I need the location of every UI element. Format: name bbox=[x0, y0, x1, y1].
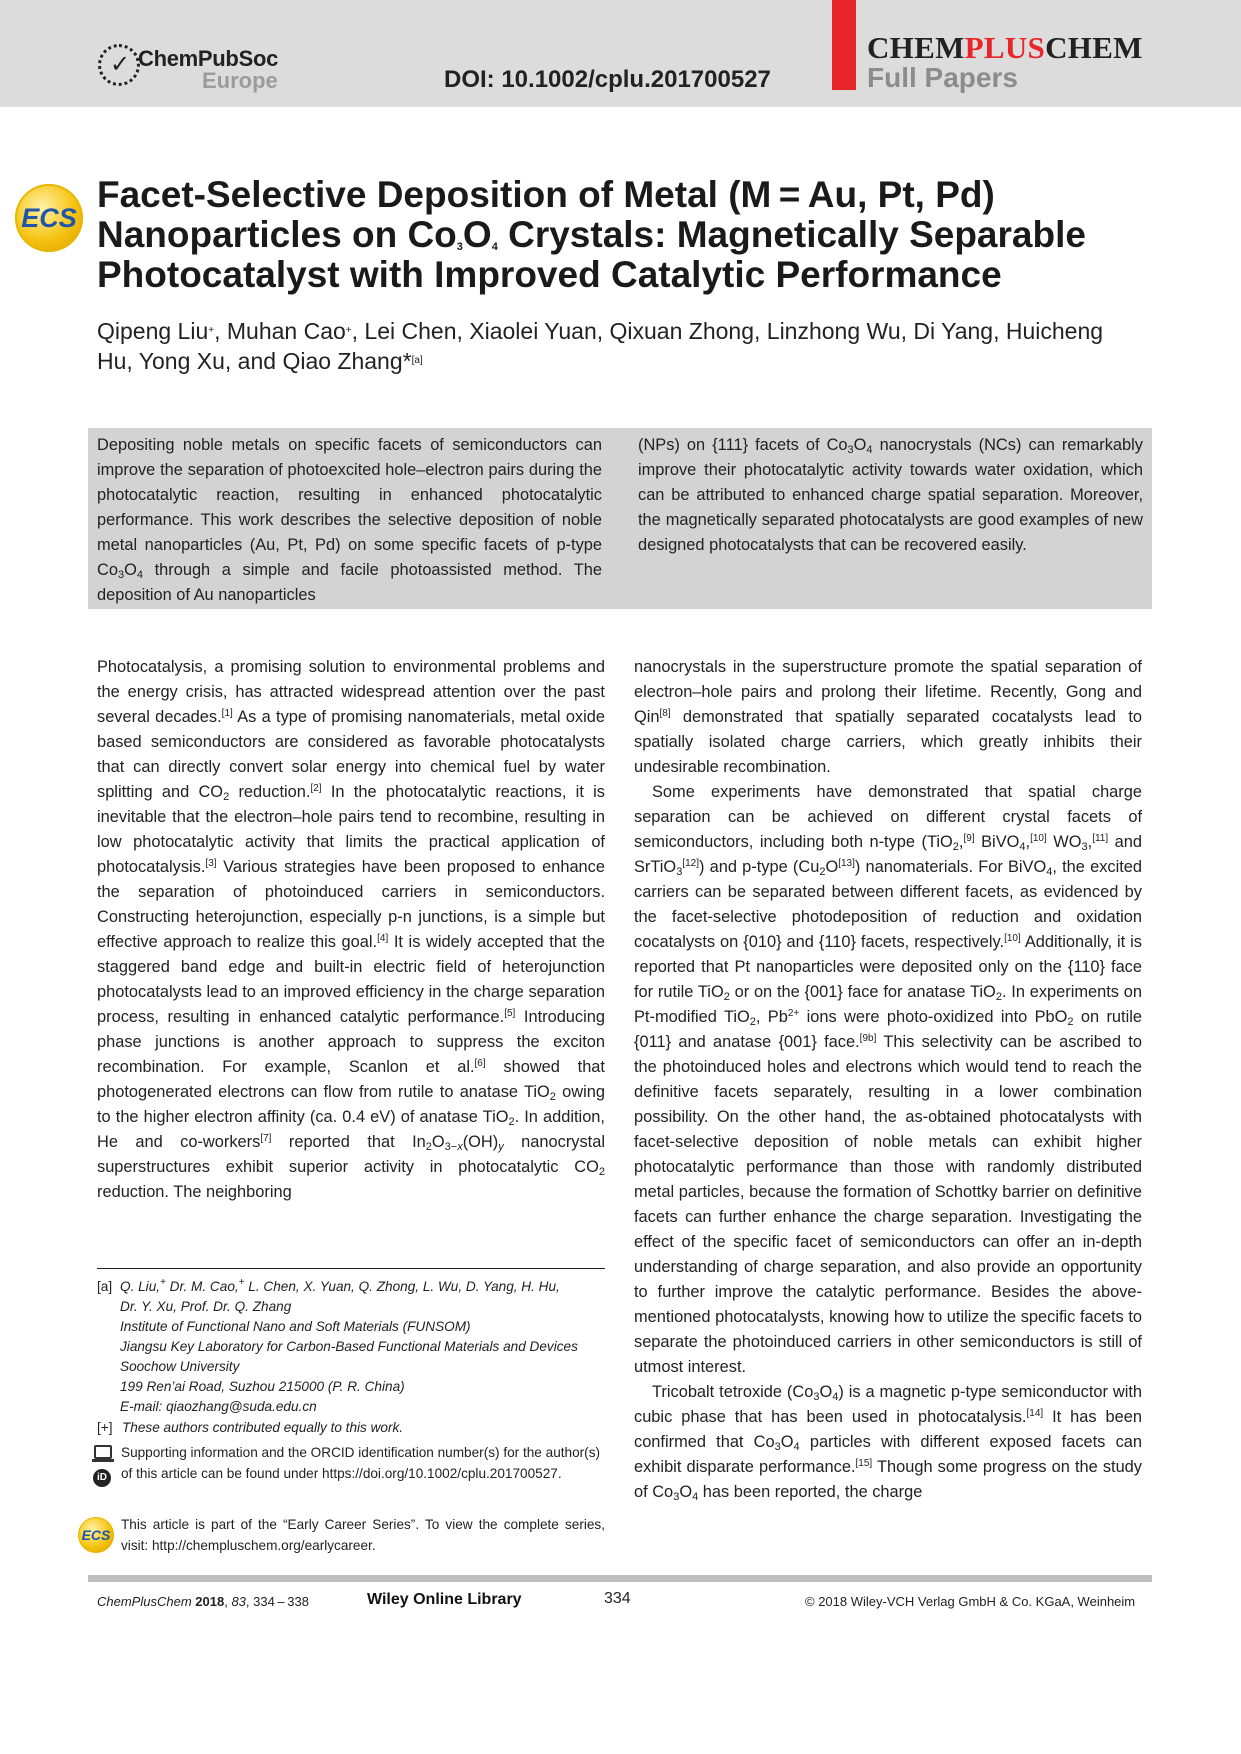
abstract-box bbox=[88, 428, 1152, 609]
society-name: ChemPubSoc bbox=[138, 46, 279, 71]
orcid-icon: iD bbox=[93, 1469, 111, 1487]
body-column-right bbox=[634, 655, 1142, 1505]
equal-contribution-label: [+] bbox=[97, 1420, 113, 1435]
copyright: © 2018 Wiley-VCH Verlag GmbH & Co. KGaA, Weinheim bbox=[805, 1594, 1136, 1609]
abstract-left: Depositing noble metals on specific facets of semiconductors can improve the separation of photoexcited hole–electron pairs during the photocatalytic reaction, resulting in enhanced photocatalytic performance. This work describes the selective deposition of noble metal nanoparticles (Au, Pt, Pd) on some specific facets of p-type $Co_3O_4$ through a simple and facile photoassisted method. The deposition of Au nanoparticles bbox=[97, 436, 602, 604]
equal-contribution-text: These authors contributed equally to this work. bbox=[122, 1420, 404, 1435]
computer-icon bbox=[94, 1445, 112, 1459]
wiley-online-library-logo: Wiley Online Library bbox=[367, 1591, 522, 1608]
affiliation-email[interactable]: E-mail: qiaozhang@suda.edu.cn bbox=[120, 1399, 317, 1414]
affiliation-body bbox=[120, 1277, 605, 1417]
early-career-series-footnote[interactable]: This article is part of the “Early Career Series”. To view the complete series, visit: http://chempluschem.org/earlycareer. bbox=[121, 1517, 605, 1553]
affiliation-line: Jiangsu Key Laboratory for Carbon-Based Functional Materials and Devices bbox=[120, 1339, 578, 1354]
body-paragraph: nanocrystals in the superstructure promote the spatial separation of electron–hole pairs and prolong their lifetime. Recently, Gong and Qin[8] demonstrated that spatially separated cocatalysts lead to spatially isolated charge carriers, which greatly inhibits their undesirable recombination. bbox=[634, 658, 1142, 776]
author-list: Qipeng Liu+, Muhan Cao+, Lei Chen, Xiaolei Yuan, Qixuan Zhong, Linzhong Wu, Di Yang, Huicheng Hu, Yong Xu, and Qiao Zhang*[a] bbox=[97, 318, 1104, 374]
footer-rule bbox=[88, 1575, 1152, 1582]
article-title: Facet-Selective Deposition of Metal (M = Au, Pt, Pd) Nanoparticles on $Co_3O_4$ Crystals: Magnetically Separable Photocatalyst with Improved Catalytic Performance bbox=[97, 174, 1086, 295]
footnote-rule bbox=[97, 1268, 605, 1269]
affiliation-label: [a] bbox=[97, 1279, 113, 1294]
affiliation-line: Soochow University bbox=[120, 1359, 240, 1374]
journal-name-plus: PLUS bbox=[964, 30, 1046, 65]
body-paragraph: Some experiments have demonstrated that spatial charge separation can be achieved on different crystal facets of semiconductors, including both n-type (TiO$_2$,[9] BiVO$_4$,[10] $WO_3,[11]$ and SrTiO$_3$[12]) and p-type $(Cu_2O[13])$ nanomaterials. For BiVO$_4$, the excited carriers can be separated between different facets, as evidenced by the facet-selective photodeposition of reduction and oxidation cocatalysts on {010} and {110} facets, respectively.[10] Additionally, it is reported that Pt nanoparticles were deposited only on the {110} face for rutile TiO$_2$ or on the {001} face for anatase TiO$_2$. In experiments on Pt-modified TiO$_2$, $Pb^{2+}$ ions were photo-oxidized into PbO$_2$ on rutile {011} and anatase {001} face.[9b] This selectivity can be ascribed to the photoinduced holes and electrons which would tend to reach the definitive facets separately, resulting in a lower combination possibility. On the other hand, the as-obtained photocatalysts with facet-selective deposition of noble metals can exhibit higher photocatalytic performance than those with randomly distributed metal particles, because the formation of Schottky barrier on definitive facets can further enhance the charge separation. Investigating the effect of the specific facet of semiconductors can offer an in-depth understanding of charge separation, and also provide an opportunity to further improve the catalytic performance. Besides the above-mentioned photocatalysts, knowing how to utilize the specific facets to separate the photoinduced carriers in other semiconductors is still of utmost interest. bbox=[634, 783, 1143, 1376]
section-label: Full Papers bbox=[867, 62, 1018, 93]
doi[interactable]: DOI: 10.1002/cplu.201700527 bbox=[444, 66, 771, 93]
journal-name-part: CHEM bbox=[867, 30, 965, 65]
equal-contribution-footnote bbox=[97, 1418, 404, 1438]
ecs-badge-icon: ECS bbox=[15, 184, 83, 252]
journal-name-part: CHEM bbox=[1045, 30, 1143, 65]
body-paragraph: Photocatalysis, a promising solution to environmental problems and the energy crisis, has attracted widespread attention over the past several decades.[1] As a type of promising nanomaterials, metal oxide based semiconductors are considered as favorable photocatalysts that can directly convert solar energy into chemical fuel by water splitting and $CO_2$ reduction.[2] In the photocatalytic reactions, it is inevitable that the electron–hole pairs tend to recombine, resulting in low photocatalytic activity that limits the practical application of photocatalysis.[3] Various strategies have been proposed to enhance the separation of photoinduced carriers in semiconductors. Constructing heterojunction, especially p-n junctions, is a simple but effective approach to realize this goal.[4] It is widely accepted that the staggered band edge and built-in electric field of heterojunction photocatalysts lead to an improved efficiency in the charge separation process, resulting in enhanced catalytic performance.[5] Introducing phase junctions is another approach to suppress the exciton recombination. For example, Scanlon et al.[6] showed that photogenerated electrons can flow from rutile to anatase TiO$_2$ owing to the higher electron affinity (ca. 0.4 eV) of anatase TiO$_2$. In addition, He and co-workers[7] reported that $In_2O_{3-x}(OH)_y$ nanocrystal superstructures exhibit superior activity in photocatalytic $CO_2$ reduction. The neighboring bbox=[97, 658, 605, 1201]
affiliation-line: 199 Ren’ai Road, Suzhou 215000 (P. R. China) bbox=[120, 1379, 405, 1394]
body-paragraph: Tricobalt tetroxide $(Co_3O_4)$ is a magnetic p-type semiconductor with cubic phase that has been used in photocatalysis.[14] It has been confirmed that $Co_3O_4$ particles with different exposed facets can exhibit disparate performance.[15] Though some progress on the study of $Co_3O_4$ has been reported, the charge bbox=[634, 1383, 1143, 1503]
journal-red-bar bbox=[832, 0, 856, 90]
ecs-series-icon: ECS bbox=[78, 1517, 114, 1553]
journal-name bbox=[867, 30, 1143, 66]
affiliation-line: Q. Liu,+ Dr. M. Cao,+ L. Chen, X. Yuan, Q. Zhong, L. Wu, D. Yang, H. Hu, bbox=[120, 1277, 560, 1294]
chempubsoc-star-icon bbox=[98, 44, 140, 86]
body-column-left bbox=[97, 655, 605, 1205]
abstract-right: (NPs) on {111} facets of $Co_3O_4$ nanocrystals (NCs) can remarkably improve their photocatalytic activity towards water oxidation, which can be attributed to enhanced charge spatial separation. Moreover, the magnetically separated photocatalysts are good examples of new designed photocatalysts that can be recovered easily. bbox=[638, 436, 1143, 554]
supporting-info-footnote[interactable]: Supporting information and the ORCID identification number(s) for the author(s) of this article can be found under https://doi.org/10.1002/cplu.201700527. bbox=[121, 1445, 601, 1481]
affiliation-line: Institute of Functional Nano and Soft Materials (FUNSOM) bbox=[120, 1319, 471, 1334]
society-region: Europe bbox=[202, 68, 278, 93]
page-number: 334 bbox=[604, 1590, 631, 1607]
affiliation-line: Dr. Y. Xu, Prof. Dr. Q. Zhang bbox=[120, 1299, 292, 1314]
footer-citation: ChemPlusChem 2018, 83, 334 – 338 bbox=[97, 1594, 309, 1609]
